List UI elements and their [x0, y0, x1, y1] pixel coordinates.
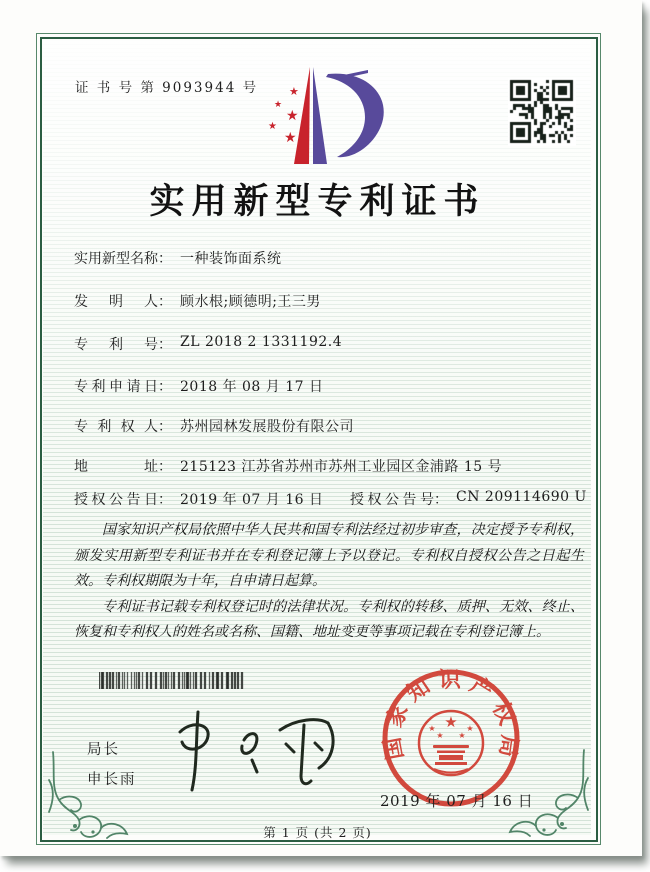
certificate-title: 实用新型专利证书 [149, 181, 486, 222]
seal-date: 2019 年 07 月 16 日 [380, 792, 534, 810]
seal-star-icon: ★ [428, 724, 436, 733]
field-value: 一种装饰面系统 [180, 251, 282, 267]
field-value: 苏州园林发展股份有限公司 [180, 419, 354, 435]
field-colon: ： [158, 379, 172, 395]
director-name: 申长雨 [87, 772, 137, 788]
field-colon: ： [158, 459, 172, 475]
legal-paragraph-2: 专利证书记载专利权登记时的法律状况。专利权的转移、质押、无效、终止、恢复和专利权人的姓名或名称、国籍、地址变更等事项记载在专利登记簿上。 [74, 598, 584, 640]
qr-code [508, 78, 576, 146]
field-value: ZL 2018 2 1331192.4 [180, 334, 343, 350]
field-row-patent-no [74, 334, 342, 354]
field-label: 专利申请日 [74, 379, 158, 395]
grant-number-group [350, 489, 587, 509]
field-value: 顾水根;顾德明;王三男 [180, 294, 321, 310]
field-row-name [74, 248, 282, 268]
logo-star-icon: ★ [284, 130, 297, 146]
seal-star-icon: ★ [458, 731, 466, 740]
field-label: 专利权人 [74, 419, 158, 435]
cnipa-logo-icon [249, 62, 399, 170]
field-label: 发明人 [74, 294, 158, 310]
field-row-patentee [74, 416, 354, 436]
field-colon: ： [158, 337, 172, 353]
certificate-number: 证 书 号 第 9093944 号 [75, 80, 259, 96]
field-value: 2018 年 08 月 17 日 [180, 379, 324, 395]
field-value: CN 209114690 U [456, 489, 587, 505]
logo-star-icon: ★ [286, 108, 299, 124]
field-colon: ： [158, 294, 172, 310]
field-value: 2019 年 07 月 16 日 [180, 492, 324, 508]
seal-star-icon: ★ [436, 731, 444, 740]
field-label: 地址 [74, 459, 158, 475]
logo-star-icon: ★ [289, 85, 299, 98]
field-label: 专利号 [74, 337, 158, 353]
field-colon: ： [158, 492, 172, 508]
field-label: 授权公告日 [74, 492, 158, 508]
field-colon: ： [158, 419, 172, 435]
field-row-grant [74, 489, 587, 509]
field-row-address [74, 456, 502, 476]
field-row-inventor [74, 291, 321, 311]
legal-text [74, 518, 584, 646]
page-footer: 第 1 页 (共 2 页) [263, 825, 372, 840]
logo-star-icon: ★ [274, 100, 283, 110]
legal-paragraph-1: 国家知识产权局依照中华人民共和国专利法经过初步审查，决定授予专利权，颁发实用新型专利证书并在专利登记簿上予以登记。专利权自授权公告之日起生效。专利权期限为十年，自申请日起算。 [74, 522, 584, 589]
field-row-filing-date [74, 376, 324, 396]
seal-emblem-gate [433, 745, 469, 765]
seal-star-icon: ★ [466, 724, 474, 733]
director-signature [168, 700, 346, 800]
logo-star-icon: ★ [268, 121, 277, 132]
seal-star-icon: ★ [444, 713, 458, 731]
field-colon: ： [158, 251, 172, 267]
field-colon: ： [434, 492, 448, 508]
seal-text: 国家知识产权局 [379, 666, 523, 762]
field-value: 215123 江苏省苏州市苏州工业园区金浦路 15 号 [180, 459, 503, 475]
field-label: 授权公告号 [350, 492, 434, 508]
director-title: 局长 [87, 742, 120, 758]
grant-date-group [74, 489, 350, 509]
field-label: 实用新型名称 [74, 251, 158, 267]
barcode [99, 672, 244, 689]
